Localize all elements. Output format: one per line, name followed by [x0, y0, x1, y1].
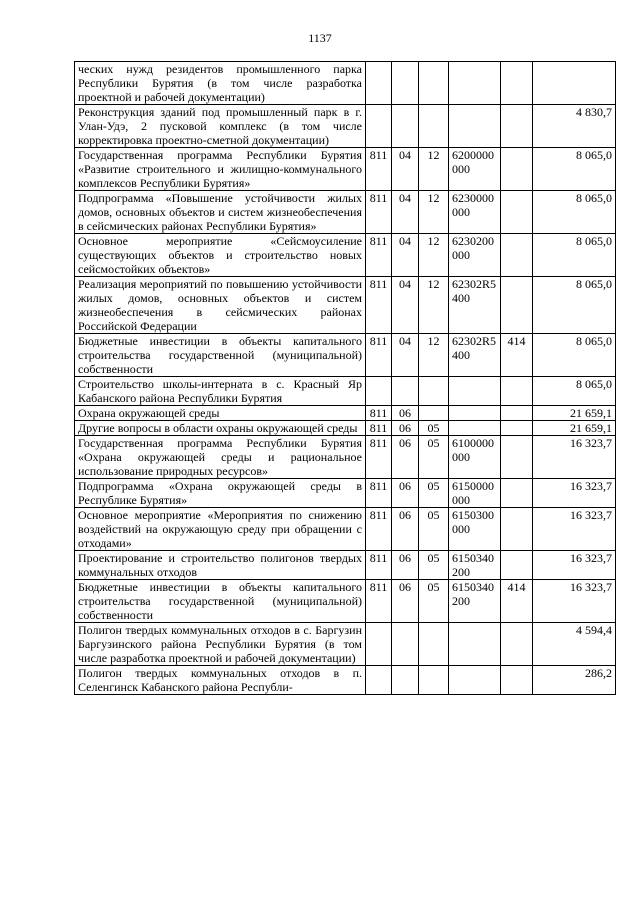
row-razdel-cell: 06	[392, 479, 419, 508]
row-target-article-cell	[449, 421, 501, 436]
table-row	[75, 234, 616, 277]
row-target-article-cell: 6230000 000	[449, 191, 501, 234]
row-razdel-cell: 06	[392, 406, 419, 421]
row-name-cell: Основное мероприятие «Сейсмоусиление существующих объектов и строительство новых сейсмостойких объектов»	[75, 234, 366, 277]
row-amount-cell: 8 065,0	[533, 277, 616, 334]
row-grbs-cell	[366, 623, 392, 666]
row-expense-type-cell	[501, 508, 533, 551]
row-expense-type-cell	[501, 406, 533, 421]
row-name-cell: Строительство школы-интерната в с. Красный Яр Кабанского района Республики Бурятия	[75, 377, 366, 406]
row-name-cell: Реконструкция зданий под промышленный парк в г. Улан-Удэ, 2 пусковой комплекс (в том числе корректировка проектно-сметной документации)	[75, 105, 366, 148]
row-expense-type-cell	[501, 62, 533, 105]
row-podrazdel-cell	[419, 105, 449, 148]
row-razdel-cell: 04	[392, 234, 419, 277]
row-podrazdel-cell: 12	[419, 191, 449, 234]
budget-table-body	[75, 62, 616, 695]
row-podrazdel-cell: 05	[419, 508, 449, 551]
table-row	[75, 421, 616, 436]
row-expense-type-cell	[501, 277, 533, 334]
row-target-article-cell	[449, 623, 501, 666]
table-row	[75, 334, 616, 377]
table-row	[75, 406, 616, 421]
table-row	[75, 277, 616, 334]
row-target-article-cell: 6150340 200	[449, 580, 501, 623]
row-razdel-cell: 06	[392, 551, 419, 580]
row-grbs-cell	[366, 62, 392, 105]
row-grbs-cell: 811	[366, 334, 392, 377]
table-row	[75, 105, 616, 148]
row-name-cell: Бюджетные инвестиции в объекты капитального строительства государственной (муниципальной) собственности	[75, 580, 366, 623]
row-razdel-cell: 06	[392, 508, 419, 551]
table-row	[75, 479, 616, 508]
row-name-cell: Полигон твердых коммунальных отходов в с. Баргузин Баргузинского района Республики Бурятия (в том числе разработка проектной и рабочей документации)	[75, 623, 366, 666]
row-amount-cell: 4 594,4	[533, 623, 616, 666]
row-podrazdel-cell	[419, 623, 449, 666]
row-target-article-cell	[449, 666, 501, 695]
table-row	[75, 551, 616, 580]
table-row	[75, 377, 616, 406]
row-podrazdel-cell	[419, 377, 449, 406]
row-amount-cell: 8 065,0	[533, 334, 616, 377]
row-target-article-cell	[449, 406, 501, 421]
row-razdel-cell: 04	[392, 277, 419, 334]
row-target-article-cell: 6150340 200	[449, 551, 501, 580]
row-expense-type-cell	[501, 148, 533, 191]
row-expense-type-cell	[501, 105, 533, 148]
row-amount-cell: 286,2	[533, 666, 616, 695]
row-podrazdel-cell: 12	[419, 148, 449, 191]
row-name-cell: Охрана окружающей среды	[75, 406, 366, 421]
row-amount-cell: 16 323,7	[533, 508, 616, 551]
row-grbs-cell	[366, 105, 392, 148]
row-podrazdel-cell: 05	[419, 436, 449, 479]
row-name-cell: Проектирование и строительство полигонов твердых коммунальных отходов	[75, 551, 366, 580]
table-row	[75, 666, 616, 695]
row-expense-type-cell	[501, 191, 533, 234]
row-podrazdel-cell: 05	[419, 421, 449, 436]
row-amount-cell: 21 659,1	[533, 406, 616, 421]
row-podrazdel-cell: 12	[419, 277, 449, 334]
row-razdel-cell	[392, 62, 419, 105]
row-grbs-cell: 811	[366, 479, 392, 508]
row-name-cell: Полигон твердых коммунальных отходов в п. Селенгинск Кабанского района Республи-	[75, 666, 366, 695]
row-amount-cell: 4 830,7	[533, 105, 616, 148]
row-razdel-cell: 06	[392, 421, 419, 436]
row-expense-type-cell: 414	[501, 580, 533, 623]
row-grbs-cell: 811	[366, 551, 392, 580]
row-amount-cell: 16 323,7	[533, 479, 616, 508]
row-grbs-cell: 811	[366, 580, 392, 623]
row-razdel-cell	[392, 377, 419, 406]
row-expense-type-cell	[501, 479, 533, 508]
row-amount-cell: 21 659,1	[533, 421, 616, 436]
row-grbs-cell: 811	[366, 508, 392, 551]
row-amount-cell: 8 065,0	[533, 234, 616, 277]
row-grbs-cell: 811	[366, 234, 392, 277]
row-amount-cell: 8 065,0	[533, 191, 616, 234]
budget-table	[74, 61, 616, 695]
row-target-article-cell: 6150000 000	[449, 479, 501, 508]
table-row	[75, 508, 616, 551]
row-name-cell: Государственная программа Республики Бурятия «Развитие строительного и жилищно-коммунального комплексов Республики Бурятия»	[75, 148, 366, 191]
row-name-cell: Реализация мероприятий по повышению устойчивости жилых домов, основных объектов и систем жизнеобеспечения в сейсмических районах Российской Федерации	[75, 277, 366, 334]
row-name-cell: Основное мероприятие «Мероприятия по снижению воздействий на окружающую среду при обращении с отходами»	[75, 508, 366, 551]
row-grbs-cell: 811	[366, 406, 392, 421]
table-row	[75, 436, 616, 479]
table-row	[75, 580, 616, 623]
row-podrazdel-cell	[419, 666, 449, 695]
row-expense-type-cell	[501, 551, 533, 580]
row-grbs-cell: 811	[366, 148, 392, 191]
row-target-article-cell: 62302R5 400	[449, 334, 501, 377]
row-target-article-cell	[449, 377, 501, 406]
row-grbs-cell: 811	[366, 277, 392, 334]
row-grbs-cell	[366, 666, 392, 695]
row-podrazdel-cell: 12	[419, 334, 449, 377]
row-target-article-cell: 6230200 000	[449, 234, 501, 277]
row-target-article-cell	[449, 62, 501, 105]
table-row	[75, 148, 616, 191]
table-row	[75, 191, 616, 234]
row-podrazdel-cell: 05	[419, 479, 449, 508]
row-razdel-cell	[392, 666, 419, 695]
row-amount-cell: 8 065,0	[533, 148, 616, 191]
table-row	[75, 623, 616, 666]
row-amount-cell: 8 065,0	[533, 377, 616, 406]
row-target-article-cell: 62302R5 400	[449, 277, 501, 334]
row-name-cell: Подпрограмма «Повышение устойчивости жилых домов, основных объектов и систем жизнеобеспечения в сейсмических районах Республики Бурятия»	[75, 191, 366, 234]
row-name-cell: Бюджетные инвестиции в объекты капитального строительства государственной (муниципальной) собственности	[75, 334, 366, 377]
row-grbs-cell: 811	[366, 421, 392, 436]
row-target-article-cell: 6100000 000	[449, 436, 501, 479]
row-expense-type-cell	[501, 436, 533, 479]
row-razdel-cell	[392, 105, 419, 148]
row-name-cell: Государственная программа Республики Бурятия «Охрана окружающей среды и рациональное использование природных ресурсов»	[75, 436, 366, 479]
row-razdel-cell: 06	[392, 436, 419, 479]
row-expense-type-cell: 414	[501, 334, 533, 377]
row-target-article-cell: 6200000 000	[449, 148, 501, 191]
row-expense-type-cell	[501, 623, 533, 666]
row-expense-type-cell	[501, 421, 533, 436]
row-razdel-cell: 04	[392, 334, 419, 377]
row-name-cell: ческих нужд резидентов промышленного парка Республики Бурятия (в том числе разработка проектной и рабочей документации)	[75, 62, 366, 105]
table-row	[75, 62, 616, 105]
row-podrazdel-cell	[419, 62, 449, 105]
row-razdel-cell	[392, 623, 419, 666]
row-amount-cell	[533, 62, 616, 105]
row-name-cell: Подпрограмма «Охрана окружающей среды в Республике Бурятия»	[75, 479, 366, 508]
row-target-article-cell	[449, 105, 501, 148]
row-razdel-cell: 04	[392, 148, 419, 191]
row-razdel-cell: 04	[392, 191, 419, 234]
row-target-article-cell: 6150300 000	[449, 508, 501, 551]
row-amount-cell: 16 323,7	[533, 436, 616, 479]
row-grbs-cell: 811	[366, 191, 392, 234]
row-podrazdel-cell: 05	[419, 551, 449, 580]
row-podrazdel-cell: 12	[419, 234, 449, 277]
row-expense-type-cell	[501, 234, 533, 277]
row-amount-cell: 16 323,7	[533, 551, 616, 580]
row-expense-type-cell	[501, 666, 533, 695]
row-razdel-cell: 06	[392, 580, 419, 623]
row-podrazdel-cell: 05	[419, 580, 449, 623]
page-number: 1137	[308, 31, 332, 45]
row-name-cell: Другие вопросы в области охраны окружающей среды	[75, 421, 366, 436]
row-podrazdel-cell	[419, 406, 449, 421]
row-expense-type-cell	[501, 377, 533, 406]
row-grbs-cell: 811	[366, 436, 392, 479]
row-amount-cell: 16 323,7	[533, 580, 616, 623]
row-grbs-cell	[366, 377, 392, 406]
